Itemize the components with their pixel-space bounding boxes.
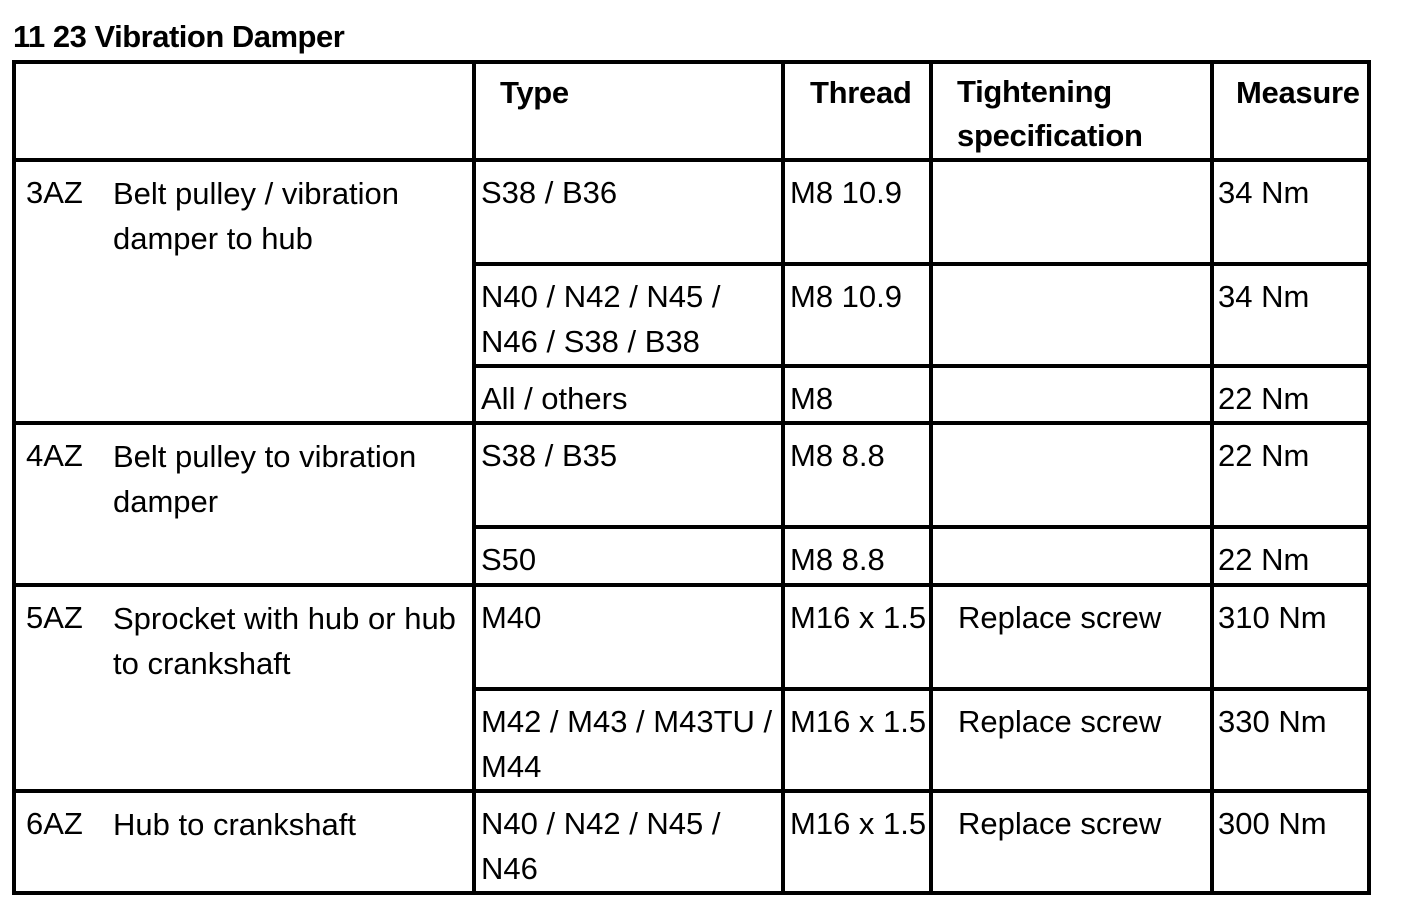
thread-cell: M8 8.8 bbox=[783, 423, 931, 527]
type-cell: S38 / B35 bbox=[474, 423, 783, 527]
group-code: 4AZ bbox=[26, 438, 83, 473]
thread-cell: M16 x 1.5 bbox=[783, 689, 931, 791]
header-tightening-specification: Tightening specification bbox=[931, 62, 1212, 160]
tightening-cell bbox=[931, 160, 1212, 264]
tightening-cell bbox=[931, 366, 1212, 423]
group-description: Sprocket with hub or hub to crankshaft bbox=[113, 601, 456, 681]
type-cell: M40 bbox=[474, 585, 783, 689]
group-cell-4az bbox=[14, 423, 474, 585]
type-cell: All / others bbox=[474, 366, 783, 423]
thread-cell: M16 x 1.5 bbox=[783, 791, 931, 893]
tightening-cell: Replace screw bbox=[931, 689, 1212, 791]
group-cell-6az bbox=[14, 791, 474, 893]
group-cell-3az bbox=[14, 160, 474, 423]
measure-cell: 22 Nm bbox=[1212, 423, 1369, 527]
table-row bbox=[14, 423, 1369, 527]
type-cell: N40 / N42 / N45 / N46 / S38 / B38 bbox=[474, 264, 783, 366]
header-thread: Thread bbox=[783, 62, 931, 160]
measure-cell: 310 Nm bbox=[1212, 585, 1369, 689]
thread-cell: M8 10.9 bbox=[783, 160, 931, 264]
torque-spec-table bbox=[12, 60, 1371, 895]
header-type: Type bbox=[474, 62, 783, 160]
thread-cell: M8 bbox=[783, 366, 931, 423]
table-row bbox=[14, 791, 1369, 893]
tightening-cell bbox=[931, 264, 1212, 366]
measure-cell: 34 Nm bbox=[1212, 264, 1369, 366]
group-code: 6AZ bbox=[26, 806, 83, 841]
type-cell: M42 / M43 / M43TU / M44 bbox=[474, 689, 783, 791]
measure-cell: 22 Nm bbox=[1212, 366, 1369, 423]
table-header-row bbox=[14, 62, 1369, 160]
header-blank-cell bbox=[14, 62, 474, 160]
group-description: Belt pulley / vibration damper to hub bbox=[113, 176, 400, 256]
group-description: Belt pulley to vibration damper bbox=[113, 439, 417, 519]
tightening-cell: Replace screw bbox=[931, 585, 1212, 689]
thread-cell: M16 x 1.5 bbox=[783, 585, 931, 689]
group-description: Hub to crankshaft bbox=[113, 807, 356, 842]
type-cell: N40 / N42 / N45 / N46 bbox=[474, 791, 783, 893]
group-code: 5AZ bbox=[26, 600, 83, 635]
table-row bbox=[14, 585, 1369, 689]
measure-cell: 330 Nm bbox=[1212, 689, 1369, 791]
type-cell: S38 / B36 bbox=[474, 160, 783, 264]
measure-cell: 22 Nm bbox=[1212, 527, 1369, 585]
group-code: 3AZ bbox=[26, 175, 83, 210]
header-measure: Measure bbox=[1212, 62, 1369, 160]
measure-cell: 34 Nm bbox=[1212, 160, 1369, 264]
thread-cell: M8 10.9 bbox=[783, 264, 931, 366]
thread-cell: M8 8.8 bbox=[783, 527, 931, 585]
type-cell: S50 bbox=[474, 527, 783, 585]
measure-cell: 300 Nm bbox=[1212, 791, 1369, 893]
group-cell-5az bbox=[14, 585, 474, 791]
tightening-cell bbox=[931, 527, 1212, 585]
tightening-cell bbox=[931, 423, 1212, 527]
page-title: 11 23 Vibration Damper bbox=[13, 19, 345, 54]
tightening-cell: Replace screw bbox=[931, 791, 1212, 893]
table-row bbox=[14, 160, 1369, 264]
